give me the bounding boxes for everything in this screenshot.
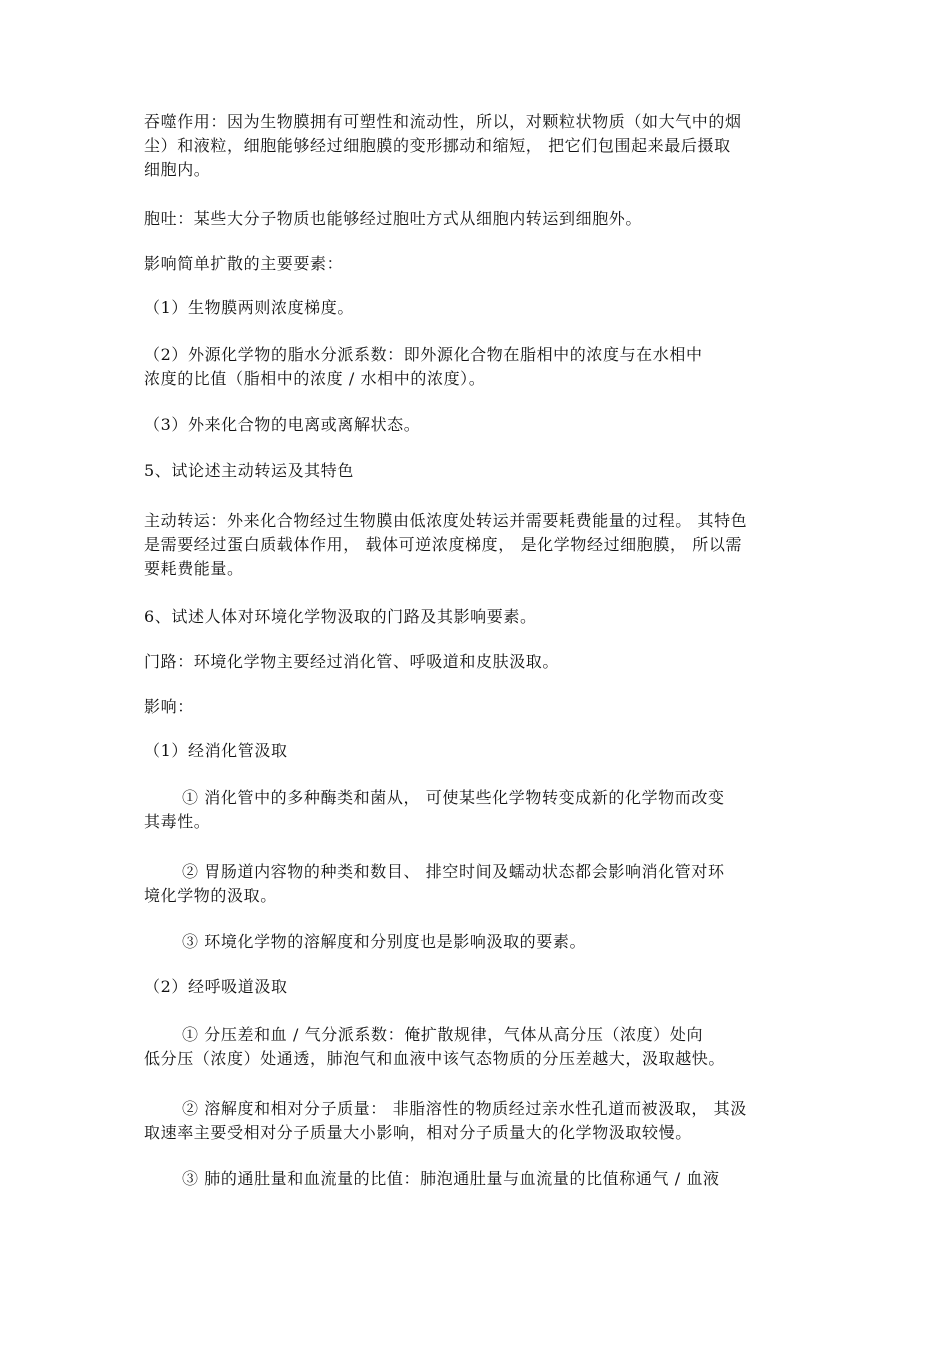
text-line: 影响简单扩散的主要要素： (144, 254, 344, 273)
text-line: 吞噬作用：因为生物膜拥有可塑性和流动性，所以，对颗粒状物质（如大气中的烟 (144, 112, 742, 131)
paragraph-factor-2 (144, 343, 814, 391)
text-line: 要耗费能量。 (144, 559, 244, 578)
text-line: （2）外源化学物的脂水分派系数：即外源化合物在脂相中的浓度与在水相中 (144, 345, 703, 364)
text-line: 主动转运：外来化合物经过生物膜由低浓度处转运并需要耗费能量的过程。 其特色 (144, 511, 748, 530)
paragraph-resp-2 (144, 1097, 814, 1145)
text-line: 门路：环境化学物主要经过消化管、呼吸道和皮肤汲取。 (144, 652, 560, 671)
paragraph-factor-1 (144, 296, 814, 320)
text-line: （3）外来化合物的电离或离解状态。 (144, 415, 421, 434)
paragraph-git-3 (144, 930, 814, 954)
text-line: 是需要经过蛋白质载体作用， 载体可逆浓度梯度， 是化学物经过细胞膜， 所以需 (144, 535, 743, 554)
paragraph-active-transport (144, 509, 814, 581)
paragraph-factors-heading (144, 252, 814, 276)
paragraph-influence (144, 695, 814, 719)
text-line: 胞吐：某些大分子物质也能够经过胞吐方式从细胞内转运到细胞外。 (144, 209, 643, 228)
text-line: 6、试述人体对环境化学物汲取的门路及其影响要素。 (144, 607, 537, 626)
text-line: ③ 环境化学物的溶解度和分别度也是影响汲取的要素。 (182, 932, 587, 951)
text-line: 取速率主要受相对分子质量大小影响，相对分子质量大的化学物汲取较慢。 (144, 1123, 692, 1142)
text-line: ① 消化管中的多种酶类和菌从， 可使某些化学物转变成新的化学物而改变 (182, 788, 725, 807)
paragraph-git-1 (144, 786, 814, 834)
paragraph-phagocytosis (144, 110, 814, 182)
text-line: 浓度的比值（脂相中的浓度 / 水相中的浓度）。 (144, 369, 486, 388)
text-line: ② 胃肠道内容物的种类和数目、 排空时间及蠕动状态都会影响消化管对环 (182, 862, 725, 881)
text-line: 低分压（浓度）处通透，肺泡气和血液中该气态物质的分压差越大，汲取越快。 (144, 1049, 726, 1068)
paragraph-git-heading (144, 739, 814, 763)
text-line: 境化学物的汲取。 (144, 886, 277, 905)
paragraph-resp-heading (144, 975, 814, 999)
paragraph-exocytosis (144, 207, 814, 231)
paragraph-routes (144, 650, 814, 674)
text-line: （1）经消化管汲取 (144, 741, 288, 760)
paragraph-factor-3 (144, 413, 814, 437)
text-line: 其毒性。 (144, 812, 211, 831)
text-line: 影响： (144, 697, 194, 716)
text-line: 细胞内。 (144, 160, 211, 179)
text-line: ② 溶解度和相对分子质量： 非脂溶性的物质经过亲水性孔道而被汲取， 其汲 (182, 1099, 747, 1118)
paragraph-resp-3 (144, 1167, 814, 1191)
text-line: 尘）和液粒，细胞能够经过细胞膜的变形挪动和缩短， 把它们包围起来最后摄取 (144, 136, 731, 155)
text-line: （2）经呼吸道汲取 (144, 977, 288, 996)
paragraph-question-5 (144, 459, 814, 483)
paragraph-question-6 (144, 605, 814, 629)
text-line: 5、试论述主动转运及其特色 (144, 461, 354, 480)
text-line: ① 分压差和血 / 气分派系数：俺扩散规律，气体从高分压（浓度）处向 (182, 1025, 704, 1044)
text-line: （1）生物膜两则浓度梯度。 (144, 298, 354, 317)
paragraph-git-2 (144, 860, 814, 908)
paragraph-resp-1 (144, 1023, 814, 1071)
text-line: ③ 肺的通肚量和血流量的比值：肺泡通肚量与血流量的比值称通气 / 血液 (182, 1169, 720, 1188)
